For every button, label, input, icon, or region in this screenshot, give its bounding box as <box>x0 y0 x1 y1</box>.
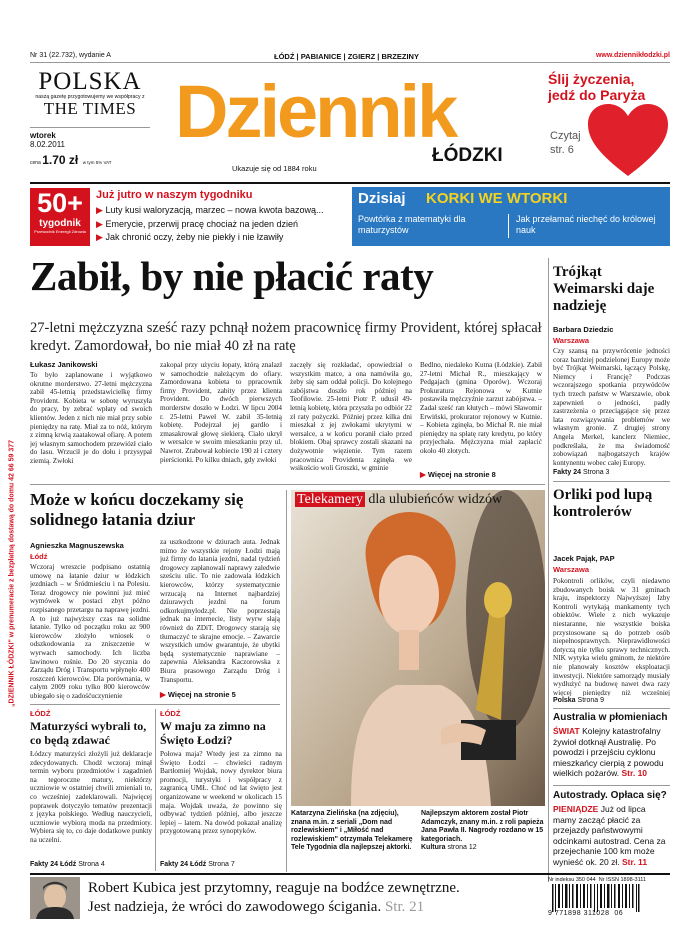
lead-deck: 27-letni mężczyzna sześć razy pchnął nożem pracownicę firmy Provident, której spłacał kredyt. Zamordował, bo nie miał 40 zł na ratę <box>30 320 542 354</box>
kubica-photo[interactable] <box>30 877 80 919</box>
promo-line1: Ślij życzenia, <box>548 71 635 87</box>
roads-byline: Agnieszka Magnuszewska <box>30 541 124 550</box>
triangle-bullet-icon: ▶ <box>96 218 103 229</box>
partner-logo <box>30 70 150 118</box>
partner-polska: POLSKA <box>38 68 142 95</box>
valentine-promo[interactable] <box>548 68 670 180</box>
korki-left: Powtórka z matematyki dla maturzystów <box>358 214 466 235</box>
tagline: Ukazuje się od 1884 roku <box>232 164 317 173</box>
newspaper-title: Dziennik <box>175 70 456 153</box>
teaser-item[interactable]: ▶ Emerycie, przerwij pracę chociaż na jeden dzień <box>96 218 299 229</box>
lead-headline[interactable]: Zabił, by nie płacić raty <box>30 253 434 299</box>
weimar-ref[interactable]: Fakty 24 Strona 3 <box>553 469 610 476</box>
telekamery-photo[interactable] <box>291 490 545 806</box>
badge-number: 50+ <box>37 188 83 218</box>
weimar-city: Warszawa <box>553 336 589 345</box>
korki-right: Jak przełamać niechęć do królowej nauk <box>516 214 656 235</box>
edition-cities: ŁÓDŹ | PABIANICE | ZGIERZ | BRZEZINY <box>274 52 419 61</box>
date: 8.02.2011 <box>30 140 65 149</box>
price-vat: w tym 5% VAT <box>82 160 112 165</box>
lead-more[interactable]: ▶ Więcej na stronie 8 <box>420 470 496 479</box>
heart-icon <box>586 102 670 178</box>
matura-body: Łódzcy maturzyści złożyli już deklaracje zdecydowanych. Chodź wczoraj minął termin wyboru przedmiotów i zagadnień na tegoroczne matury, niektórzy uczniowie w ostatniej chwili zmieniali to, co wcześniej zadeklarowali. Najwięcej poprawek dotyczyło tematów prezentacji z języka polskiego. Według nauczycieli, uczniowie wybiorą moda na przedmioty. Wybiera się to, co daje dodatkowe punkty na uczelni. <box>30 750 152 844</box>
footer-line2[interactable]: Jest nadzieja, że wróci do zawodowego ścigania. Str. 21 <box>88 899 425 915</box>
partner-tagline: naszą gazetę przygotowujemy we współpracy z <box>35 94 145 100</box>
swieto-body: Połowa maja? Wtedy jest za zimno na Święto Łodzi – chwieści radnym Bartłomiej Wojdak, nowy dyrektor biura promocji, turystyki i współpracy z zagranicą UMŁ. Choć od lat święto jest organizowane w weekend w okolicach 15 maja. Wojdak uważa, że powinno się odbywać tydzień później, albo jeszcze lepiej – latem. Na dowód pokazał analizę przygotowaną przez synoptyków. <box>160 750 282 836</box>
actress-photo-illustration <box>291 490 545 806</box>
korki-today: Dzisiaj <box>358 190 406 207</box>
issn: Nr ISSN 1898-3111 <box>598 877 646 883</box>
roads-headline[interactable]: Może w końcu doczekamy się solidnego łatania dziur <box>30 490 244 529</box>
weimar-headline[interactable]: Trójkąt Weimarski daje nadzieję <box>553 264 655 314</box>
teaser-item[interactable]: ▶ Luty kusi waloryzacją, marzec – nowa kwota bazową... <box>96 205 324 215</box>
promo-read: Czytaj <box>550 130 581 142</box>
newspaper-subtitle: ŁÓDZKI <box>432 145 503 166</box>
autostrady-headline[interactable]: Autostrady. Opłaca się? <box>553 790 667 801</box>
promo-page: str. 6 <box>550 144 574 156</box>
orliki-byline: Jacek Pająk, PAP <box>553 554 615 563</box>
matura-ref[interactable]: Fakty 24 Łódź Strona 4 <box>30 861 105 868</box>
weimar-body: Czy szansą na przywrócenie jedności coraz bardziej podzielonej Europy może być Trójkąt Weimarski, łączący Polskę, Niemcy i Francję? Podczas wczorajszego spotkania przywódców tych trzech państw w Warszawie, obok zapewnień o jedności, padły zastrzeżenia o przeciągające się przez lata rozwiązywania problemów we własnym gronie. Z drugiej strony Angela Merkel, kanclerz Niemiec, podkreślała, że ma świadomość zobowiązań najbogatszych krajów kontynentu wobec całej Europy. <box>553 347 670 467</box>
teaser-item[interactable]: ▶ Jak chronić oczy, żeby nie piekły i nie łzawiły <box>96 232 284 242</box>
arrow-icon: ▶ <box>420 470 426 479</box>
matura-headline[interactable]: Maturzyści wybrali to, co będą zdawać <box>30 719 147 747</box>
lead-byline: Łukasz Janikowski <box>30 360 98 369</box>
telekamery-caption-left: Katarzyna Zielińska (na zdjęciu), znana m.in. z seriali „Dom nad rozlewiskiem" i „Miłość nad rozlewiskiem" otrzymała Telekamerę Tele Tygodnia dla najlepszej aktorki. <box>291 810 413 852</box>
footer-line1[interactable]: Robert Kubica jest przytomny, reaguje na bodźce zewnętrzne. <box>88 880 460 896</box>
barcode-block <box>548 877 670 883</box>
roads-col1: Wczoraj wreszcie podpisano ostatnią umowę na łatanie dziur w łódzkich jezdniach – w Śródmieściu i na Polesiu. Teraz drogowcy nie powinni już mieć wymówek w postaci zbyt późno rozpisanego przetargu na naprawę jezdni. A to już najwyższy czas na solidne łatanie. Tylko od początku roku az 900 kierowców złożyło wniosek o odszkodowania za zniszczenie w wyrwach samochody. Ich liczba lawinowo rośnie. Do 20 stycznia do Zarządu Dróg i Transportu wpłynęło 400 roszczeń kierowców. Dla porównania, w całym 2009 roku tylko 800 kierowców ubiegało się o zadośćuczynienie <box>30 563 150 700</box>
subscription-vertical: „DZIENNIK ŁÓDZKI" w prenumeracie z bezpłatną dostawą do domu 42 66 59 377 <box>8 439 16 708</box>
roads-city: Łódź <box>30 552 48 561</box>
lead-col4: Bedlno, niedaleko Kutna (Łódzkie). Zabił 27-letni Michał R., mieszkający w Pedgajach (gmina Oporów). Wczoraj Prokuratura Rejonowa w Kutnie postawiła mężczyźnie zarzut zabójstwa. – Zadał sześć ran kłutych – mówi Sławomir Erwiński, prokurator rejonowy w Kutnie. – Kobieta zginęła, bo Michał R. nie miał pieniędzy na spłatę raty kredytu, po który przyjechała. Mężczyzna miał zapłacić około 40 złotych. <box>420 361 542 455</box>
index-number: Nr indeksu 350 044 <box>548 877 596 883</box>
price: 1.70 zł <box>42 153 79 167</box>
badge-label: tygodnik <box>39 218 81 229</box>
swieto-city: ŁÓDŹ <box>160 709 181 718</box>
autostrady-body: PIENIĄDZE Już od lipca mamy zacząć płacić za przejazdy państwowymi odcinkami autostrad. Cena za przejechanie 100 km może wynieść ok. 20 zł. Str. 11 <box>553 804 666 867</box>
australia-body: ŚWIAT Kolejny katastrofalny żywioł dotknął Australię. Po powodzi i przejściu cyklonu mieszkańcy cierpią z powodu wielkich pożarów. Str. 10 <box>553 726 664 778</box>
australia-headline[interactable]: Australia w płomieniach <box>553 712 668 723</box>
website-link[interactable]: www.dziennikłodzki.pl <box>595 52 670 59</box>
badge-sub: Przewodnik Eneregii Zdrowia <box>34 229 86 234</box>
promo-line2: jedź do Paryża <box>548 87 646 103</box>
weimar-byline: Barbara Dziedzic <box>553 325 614 334</box>
lead-col3: zaczęły się rozkładać, opowiedział o wszystkim matce, a ona namówiła go, żeby się sam oddał policji. Do kolejnego zabójstwa doszło rok później na Teofilowie. 25-letni Piotr P. udusił 49-letnią kobietę, która przyszła po odbiór 22 zł raty pożyczki. Później przez kilka dni mieszkał z jej zwłokami ukrytymi w wersalce, a w końcu poranił ciało przed blokiem. Obaj sprawcy zostali skazani na dożywotnie więzienie. Tym razem pracownica Providenta zginęła we wsikościo woli Groszki, w gminie <box>290 361 412 473</box>
issue-number: Nr 31 (22.732), wydanie A <box>30 52 111 59</box>
teaser-list <box>96 204 348 245</box>
korki-box[interactable] <box>352 187 670 246</box>
telekamery-caption-right: Najlepszym aktorem został Piotr Adamczyk, znany m.in. z roli papieża Jana Pawła II. Nagrody rozdano w 15 kategoriach. Kultura strona 12 <box>421 810 544 852</box>
roads-more[interactable]: ▶ Więcej na stronie 5 <box>160 690 236 699</box>
city-pabianice: PABIANICE <box>300 52 342 61</box>
city-zgierz: ZGIERZ <box>347 52 376 61</box>
orliki-city: Warszawa <box>553 565 589 574</box>
city-lodz: ŁÓDŹ <box>274 52 295 61</box>
orliki-headline[interactable]: Orliki pod lupą kontrolerów <box>553 487 653 520</box>
triangle-bullet-icon: ▶ <box>96 232 103 242</box>
kubica-portrait-illustration <box>30 877 80 919</box>
telekamery-title: Telekamery dla ulubieńców widzów <box>297 492 503 507</box>
swieto-ref[interactable]: Fakty 24 Łódź Strona 7 <box>160 861 235 868</box>
matura-city: ŁÓDŹ <box>30 709 51 718</box>
swieto-headline[interactable]: W maju za zimno na Święto Łodzi? <box>160 719 266 747</box>
partner-times: THE TIMES <box>43 99 137 118</box>
korki-title: KORKI WE WTORKI <box>426 190 568 207</box>
triangle-bullet-icon: ▶ <box>96 205 103 215</box>
roads-col2: za uszkodzone w dziurach auta. Jednak mimo że wszystkie rejony Łodzi mają już firmy do łatania jezdni, nadal tydzień drogowcy zapłanowali naprawy zaledwie sześciu ulic. To nie zadowala łódzkich kierowców, którzy systematycznie wrzucają na Internet najbardziej dziurawych jezdni na forum odkorkujmylodz.pl. Nie poprzestają jednak na internecie, listy wyrw słają również do ZDiT. Drogowcy starają się tłumaczyć te skrajne emocje. – Zawarcie wszystkich umów gwarantuje, że ubytki będą systematycznie naprawiane – zapewnia Aleksandra Kaczorowska z Biura prasowego Zarządu Dróg i Transportu. <box>160 538 280 684</box>
city-brzeziny: BRZEZINY <box>381 52 419 61</box>
barcode-digits: 9 771898 311028 06 <box>548 910 624 917</box>
orliki-ref[interactable]: Polska Strona 9 <box>553 697 604 704</box>
weekly-badge[interactable] <box>30 188 90 246</box>
lead-col2: zakopał przy użyciu łopaty, którą znalazł w samochodzie należącym do ofiary. Zamordowana kobieta to ppracownik firmy Provident, zabity przez klienta Provident. Do dwóch pierwszych morderstw doszło w Łodzi. W lipcu 2004 r. 25-letni Paweł W. zabił 35-letnią kobietę. Podejrzał jej gardło i zmasakrował głowę siekierą. Ciało ukrył w wersalce w swoim mieszkaniu przy ul. Nawrot. Zrabował kobiecie 190 zł i cztery pierścionki. Po kilku dniach, gdy zwłoki <box>160 361 282 464</box>
price-label: cena <box>30 160 43 166</box>
date-price <box>30 131 150 169</box>
teaser-heading: Już jutro w naszym tygodniku <box>96 189 253 201</box>
arrow-icon: ▶ <box>160 690 166 699</box>
orliki-body: Pokontroli orlików, czyli niedawno zbudowanych boisk w 31 gminach kraju, inspektorzy Najwyższej Izby Kontroli wytykają mankamenty tych obiektów. Wiele z nich wykazuje niestaranne, nie wszystkie boiska przystosowane są do potrzeb osób niepełnosprawnych. Nieprawidłowości dotyczą nie tylko sprawy technicznych. NIK wytyka wielu gminom, że niektóre nie planowały kosztów eksploatacji inwestycji. Niektóre samorządy musiały wydłużyć na budowę nawet dwa razy więcej pieniędzy niż wcześniej <box>553 577 670 696</box>
weekday: wtorek <box>30 131 56 140</box>
lead-col1: To było zaplanowane i wyjątkowo okrutne morderstwo. 27-letni mężczyzna zabił 45-letnią przedstawicielkę firmy Provident. Kobieta w sobotę wyruszyła do pracy, by zebrać wpłaty od swoich klientów. Jeden z nich nie miał przy sobie pieniędzy na ratę. Miał za to nóż, którym z zimną krwią zaatakował ofiarę. A potem jej własnym samochodem przewiózł ciało do lasu. Wrzucił je do dołu i przysypał ziemią. Zwłoki <box>30 371 152 465</box>
